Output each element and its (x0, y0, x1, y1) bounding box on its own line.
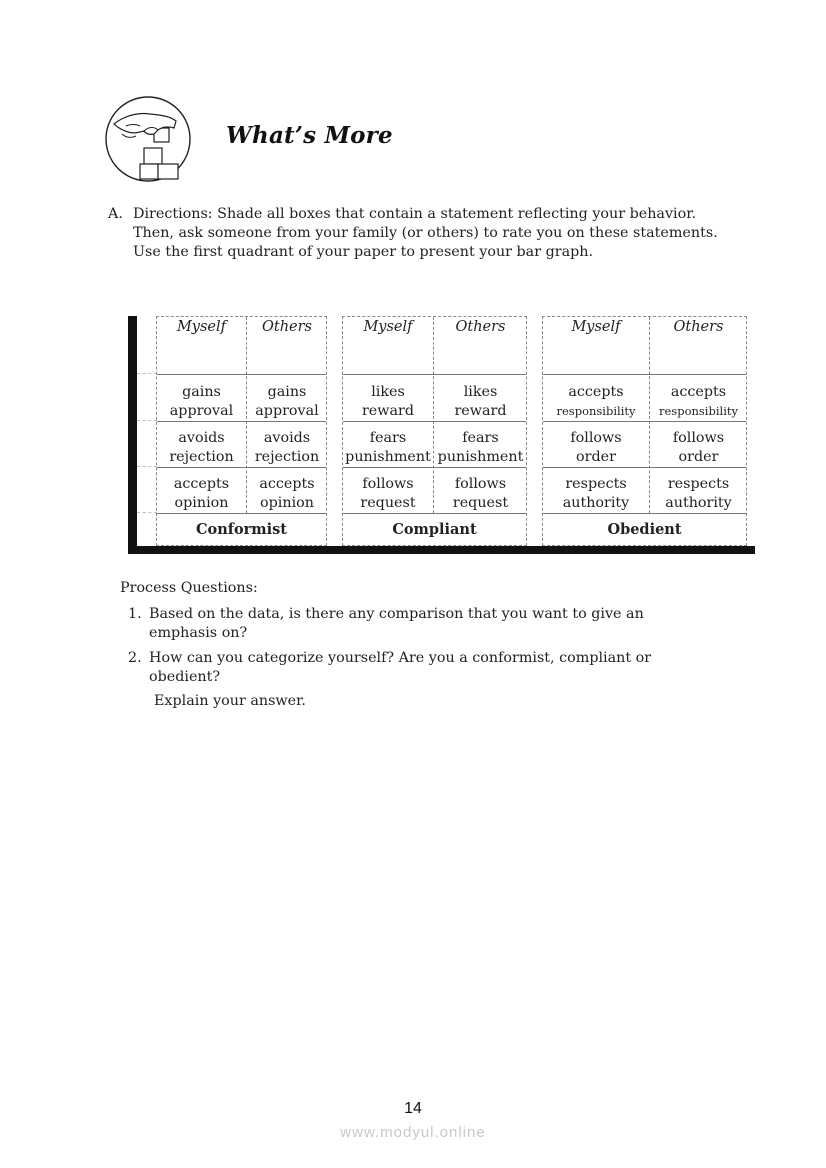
directions-marker: A. (108, 206, 123, 222)
row-separator (157, 467, 326, 468)
group-label: Obedient (607, 521, 682, 538)
row-separator (543, 467, 746, 468)
row-separator (543, 374, 746, 375)
item-text: How can you categorize yourself? Are you a conformist, compliant or obedient? (149, 650, 652, 685)
directions (108, 205, 748, 262)
header-myself: Myself (571, 319, 621, 335)
y-axis-gridline (137, 373, 157, 374)
graph-y-axis (128, 316, 137, 554)
item-number: 1. (128, 606, 142, 622)
statement-box[interactable]: follows order (672, 430, 725, 465)
y-axis-gridline (137, 512, 157, 513)
statement-box[interactable]: accepts responsibility (659, 384, 738, 418)
item-text: Based on the data, is there any comparison that you want to give an emphasis on? (149, 606, 644, 641)
statement-box[interactable]: gains approval (255, 384, 319, 419)
process-extra-instruction: Explain your answer. (154, 693, 306, 709)
directions-line: Then, ask someone from your family (or others) to rate you on these statements. (133, 225, 718, 241)
list-item (128, 605, 688, 643)
statement-box[interactable]: likes reward (454, 384, 507, 419)
statement-box[interactable]: accepts opinion (259, 476, 315, 511)
process-questions-list (128, 605, 688, 693)
row-separator (343, 467, 526, 468)
row-separator (543, 421, 746, 422)
item-number: 2. (128, 650, 142, 666)
statement-box[interactable]: accepts opinion (173, 476, 230, 511)
group-conformist (156, 316, 327, 546)
statement-box[interactable]: likes reward (361, 384, 415, 419)
hand-stacking-blocks-icon (104, 94, 192, 184)
list-item (128, 649, 688, 687)
statement-box[interactable]: follows order (570, 430, 622, 465)
row-separator (343, 421, 526, 422)
y-axis-gridline (137, 420, 157, 421)
group-obedient (542, 316, 747, 546)
row-separator (157, 513, 326, 514)
watermark: www.modyul.online (340, 1124, 486, 1141)
header-others: Others (673, 319, 724, 335)
header-others: Others (455, 319, 506, 335)
statement-box[interactable]: fears punishment (437, 430, 524, 465)
directions-line: Use the first quadrant of your paper to present your bar graph. (133, 244, 593, 260)
row-separator (157, 374, 326, 375)
header-myself: Myself (363, 319, 413, 335)
group-label: Compliant (392, 521, 477, 538)
group-compliant (342, 316, 527, 546)
row-separator (343, 513, 526, 514)
statement-box[interactable]: gains approval (169, 384, 234, 419)
y-axis-gridline (137, 466, 157, 467)
statement-box[interactable]: avoids rejection (169, 430, 234, 465)
row-separator (157, 421, 326, 422)
statement-box[interactable]: follows request (452, 476, 509, 511)
statement-box[interactable]: avoids rejection (254, 430, 320, 465)
row-separator (543, 513, 746, 514)
process-questions-title: Process Questions: (120, 580, 258, 596)
header-myself: Myself (176, 319, 227, 335)
header-others: Others (261, 319, 312, 335)
statement-box[interactable]: accepts responsibility (556, 384, 636, 418)
section-title: What’s More (226, 122, 393, 149)
statement-box[interactable]: follows request (360, 476, 416, 511)
row-separator (343, 374, 526, 375)
statement-box[interactable]: respects authority (665, 476, 732, 511)
directions-line: Directions: Shade all boxes that contain a statement reflecting your behavior. (133, 206, 697, 222)
statement-box[interactable]: fears punishment (345, 430, 431, 465)
statement-box[interactable]: respects authority (562, 476, 630, 511)
graph-x-axis (128, 546, 755, 554)
page-number: 14 (404, 1100, 422, 1117)
group-label: Conformist (195, 521, 287, 538)
